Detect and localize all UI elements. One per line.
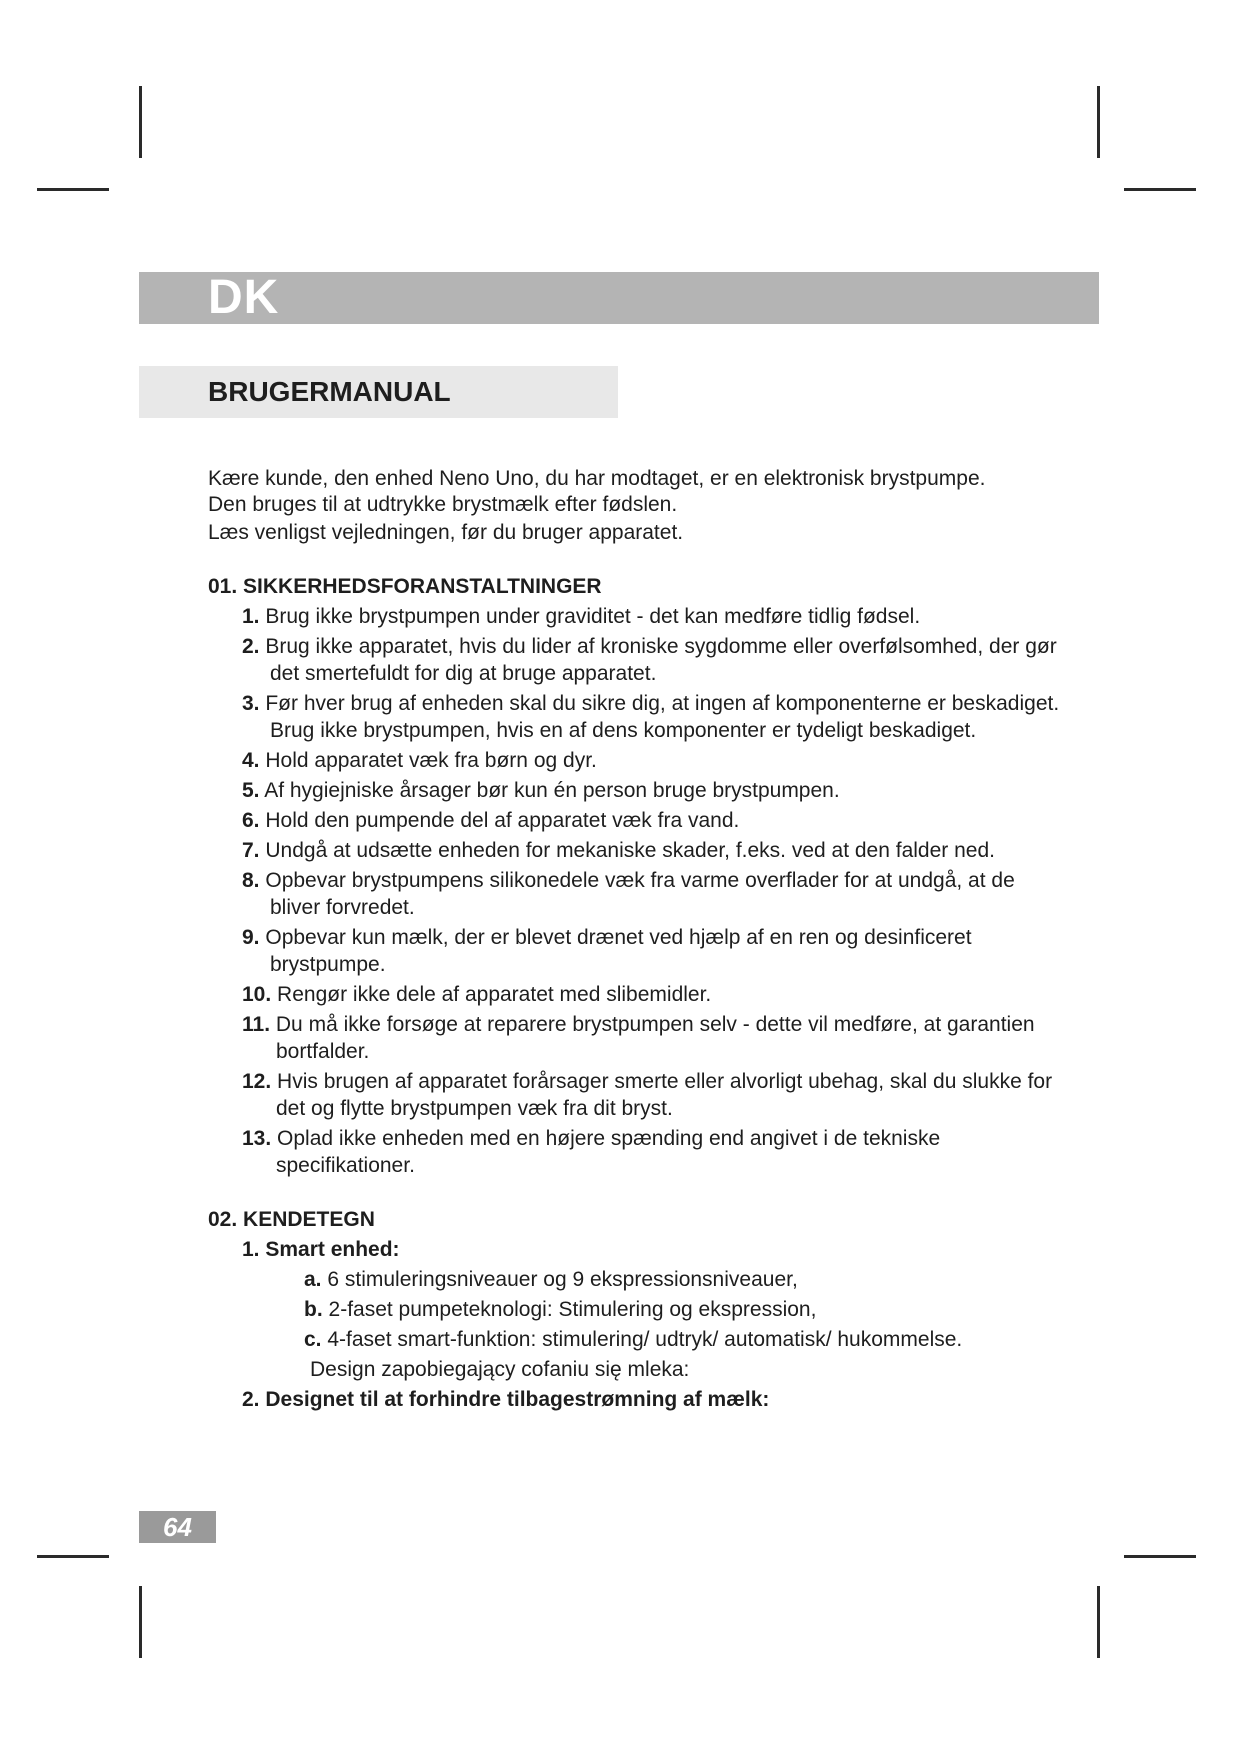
- feature-item-smart-device: 1. Smart enhed: a. 6 stimuleringsniveauer og 9 ekspressionsniveauer, b. 2-faset pumpeteknologi: Stimulering og ekspression, c. 4-faset smart-funktion: stimulering/ udtryk/ automatisk/ hukommelse. Design zapobiegający cofaniu się mleka:: [242, 1236, 1068, 1383]
- intro-line: Den bruges til at udtrykke brystmælk efter fødslen.: [208, 493, 678, 516]
- list-item: 6. Hold den pumpende del af apparatet væk fra vand.: [242, 809, 740, 832]
- list-item: 13. Oplad ikke enheden med en højere spænding end angivet i de tekniske specifikationer.: [242, 1127, 941, 1177]
- list-item: 2. Brug ikke apparatet, hvis du lider af kroniske sygdomme eller overfølsomhed, der gør det smertefuldt for dig at bruge apparatet.: [242, 635, 1057, 685]
- page-number: 64: [163, 1512, 192, 1542]
- intro-text: [208, 466, 1068, 546]
- sublist-item: a. 6 stimuleringsniveauer og 9 ekspressionsniveauer,: [304, 1268, 798, 1291]
- design-note: Design zapobiegający cofaniu się mleka:: [310, 1358, 690, 1381]
- crop-mark-top-left-horizontal: [37, 188, 109, 191]
- intro-line: Læs venligst vejledningen, før du bruger apparatet.: [208, 521, 684, 544]
- list-item: 10. Rengør ikke dele af apparatet med slibemidler.: [242, 983, 712, 1006]
- crop-mark-bottom-right-horizontal: [1124, 1555, 1196, 1558]
- list-item: 11. Du må ikke forsøge at reparere brystpumpen selv - dette vil medføre, at garantien bortfalder.: [242, 1013, 1035, 1063]
- crop-mark-top-right-horizontal: [1124, 188, 1196, 191]
- features-list: [208, 1236, 1068, 1413]
- language-code: DK: [208, 271, 280, 324]
- list-item: 7. Undgå at udsætte enheden for mekaniske skader, f.eks. ved at den falder ned.: [242, 839, 995, 862]
- crop-mark-bottom-right-vertical: [1097, 1586, 1100, 1658]
- manual-content: [208, 466, 1068, 1416]
- safety-list: [208, 603, 1068, 1179]
- list-item: 9. Opbevar kun mælk, der er blevet drænet ved hjælp af en ren og desinficeret brystpumpe.: [242, 926, 972, 976]
- crop-mark-top-right-vertical: [1097, 86, 1100, 158]
- list-item: 3. Før hver brug af enheden skal du sikre dig, at ingen af komponenterne er beskadiget. Brug ikke brystpumpen, hvis en af dens komponenter er tydeligt beskadiget.: [242, 692, 1060, 742]
- sublist-item: c. 4-faset smart-funktion: stimulering/ udtryk/ automatisk/ hukommelse.: [304, 1328, 963, 1351]
- list-item: 4. Hold apparatet væk fra børn og dyr.: [242, 749, 597, 772]
- intro-line: Kære kunde, den enhed Neno Uno, du har modtaget, er en elektronisk brystpumpe.: [208, 467, 986, 490]
- language-header-bar: [139, 272, 1099, 324]
- page-title: BRUGERMANUAL: [208, 376, 451, 407]
- crop-mark-bottom-left-vertical: [139, 1586, 142, 1658]
- list-item: 12. Hvis brugen af apparatet forårsager smerte eller alvorligt ubehag, skal du slukke for det og flytte brystpumpen væk fra dit bryst.: [242, 1070, 1053, 1120]
- list-item: 5. Af hygiejniske årsager bør kun én person bruge brystpumpen.: [242, 779, 840, 802]
- features-heading: 02. KENDETEGN: [208, 1208, 375, 1231]
- feature-item-backflow: 2. Designet til at forhindre tilbagestrømning af mælk:: [242, 1388, 770, 1411]
- crop-mark-bottom-left-horizontal: [37, 1555, 109, 1558]
- list-item: 1. Brug ikke brystpumpen under graviditet - det kan medføre tidlig fødsel.: [242, 605, 921, 628]
- feature-sublist: [270, 1266, 1068, 1353]
- crop-mark-top-left-vertical: [139, 86, 142, 158]
- list-item: 8. Opbevar brystpumpens silikonedele væk fra varme overflader for at undgå, at de bliver forvredet.: [242, 869, 1015, 919]
- sublist-item: b. 2-faset pumpeteknologi: Stimulering og ekspression,: [304, 1298, 817, 1321]
- safety-heading: 01. SIKKERHEDSFORANSTALTNINGER: [208, 575, 602, 598]
